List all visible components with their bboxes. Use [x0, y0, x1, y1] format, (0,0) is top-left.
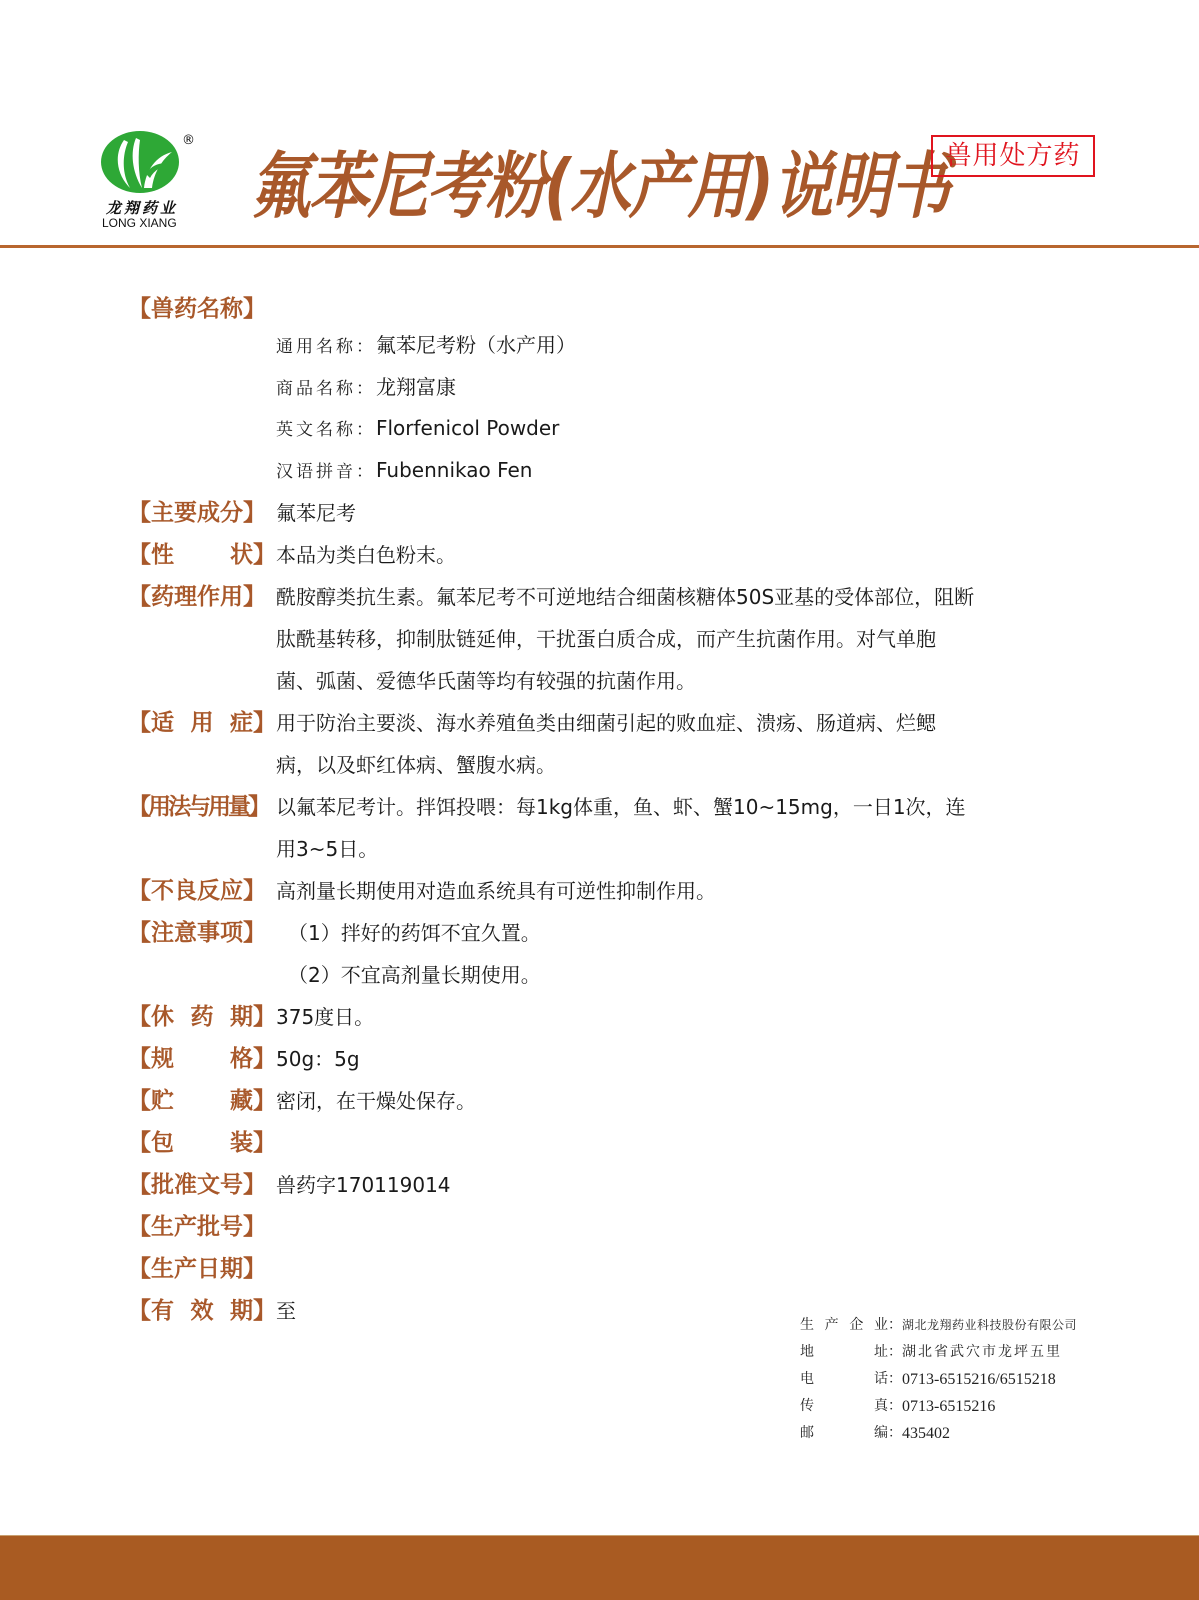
- section-label: 【 休 药 期 】: [128, 1004, 276, 1030]
- section-value: 至: [276, 1299, 296, 1323]
- section-storage: [128, 1080, 1078, 1122]
- document-header: [0, 0, 1199, 250]
- section-value: 密闭，在干燥处保存。: [276, 1089, 476, 1113]
- info-key: 电 话: [800, 1371, 888, 1387]
- section-label: 【 规 格 】: [128, 1046, 276, 1072]
- section-package: [128, 1122, 1078, 1164]
- registered-mark: ®: [182, 133, 195, 148]
- section-value: [276, 912, 1078, 996]
- section-label: 【 适 用 症 】: [128, 710, 276, 736]
- section-dosage: [128, 786, 1078, 870]
- section-value: 用于防治主要淡、海水养殖鱼类由细菌引起的败血症、溃疡、肠道病、烂鳃 病，以及虾红体病、蟹腹水病。: [276, 711, 936, 777]
- manufacturer-info: [800, 1312, 1100, 1447]
- section-value: 以氟苯尼考计。拌饵投喂：每1kg体重，鱼、虾、蟹10~15mg，一日1次，连 用3~5日。: [276, 795, 966, 861]
- section-value: 酰胺醇类抗生素。氟苯尼考不可逆地结合细菌核糖体50S亚基的受体部位，阻断 肽酰基转移，抑制肽链延伸，干扰蛋白质合成，而产生抗菌作用。对气单胞 菌、弧菌、爱德华氏菌等均有较强的抗菌作用。: [276, 585, 975, 693]
- section-indication: [128, 702, 1078, 786]
- section-label: 【 有 效 期 】: [128, 1298, 276, 1324]
- company-logo: [100, 130, 200, 230]
- section-value: 兽药字170119014: [276, 1173, 451, 1197]
- section-precautions: [128, 912, 1078, 996]
- manufacturer-fax: 传 真 ： 0713-6515216: [800, 1393, 1100, 1420]
- info-key: 邮 编: [800, 1425, 888, 1441]
- section-label: 【兽药名称】: [128, 296, 266, 322]
- precaution-item: （2）不宜高剂量长期使用。: [288, 963, 541, 987]
- section-label: 【药理作用】: [128, 584, 266, 610]
- section-batch: [128, 1206, 1078, 1248]
- section-label: 【生产批号】: [128, 1214, 266, 1240]
- section-value: 高剂量长期使用对造血系统具有可逆性抑制作用。: [276, 879, 716, 903]
- name-value: Fubennikao Fen: [376, 457, 533, 482]
- section-approval: [128, 1164, 1078, 1206]
- section-character: [128, 534, 1078, 576]
- info-key: 地 址: [800, 1344, 888, 1360]
- document-title: 氟苯尼考粉(水产用)说明书: [250, 144, 949, 228]
- section-vet-name: [128, 288, 1078, 330]
- section-value: 氟苯尼考: [276, 501, 356, 525]
- name-list: [128, 326, 1078, 492]
- name-key: 通用名称：: [276, 337, 376, 357]
- precaution-item: （1）拌好的药饵不宜久置。: [288, 921, 541, 945]
- name-row-generic: [276, 326, 1078, 368]
- section-label: 【 性 状 】: [128, 542, 276, 568]
- section-adverse: [128, 870, 1078, 912]
- info-value: 435402: [902, 1425, 950, 1442]
- section-label: 【生产日期】: [128, 1256, 266, 1282]
- leaf-logo-icon: [100, 130, 180, 198]
- prescription-badge: 兽用处方药: [931, 135, 1095, 177]
- section-withdrawal: [128, 996, 1078, 1038]
- section-ingredient: [128, 492, 1078, 534]
- info-key: 传 真: [800, 1398, 888, 1414]
- manufacturer-address: 地 址 ： 湖北省武穴市龙坪五里: [800, 1339, 1100, 1366]
- manufacturer-phone: 电 话 ： 0713-6515216/6515218: [800, 1366, 1100, 1393]
- section-label: 【注意事项】: [128, 920, 266, 946]
- manufacturer-company: 生 产 企 业 ： 湖北龙翔药业科技股份有限公司: [800, 1312, 1100, 1339]
- section-label: 【不良反应】: [128, 878, 266, 904]
- section-value: 375度日。: [276, 1005, 375, 1029]
- brand-name-cn: 龙翔药业: [106, 199, 179, 217]
- section-value: 本品为类白色粉末。: [276, 543, 456, 567]
- info-value: 湖北省武穴市龙坪五里: [902, 1344, 1062, 1360]
- name-row-pinyin: [276, 451, 1078, 493]
- name-row-trade: [276, 368, 1078, 410]
- name-key: 英文名称：: [276, 420, 376, 440]
- brand-name-en: LONG XIANG: [102, 216, 177, 230]
- info-key: 生 产 企 业: [800, 1317, 888, 1333]
- name-value: Florfenicol Powder: [376, 416, 560, 440]
- info-value: 0713-6515216/6515218: [902, 1371, 1056, 1388]
- section-label: 【 包 装 】: [128, 1130, 276, 1156]
- section-spec: [128, 1038, 1078, 1080]
- section-pharmacology: [128, 576, 1078, 702]
- section-mfg-date: [128, 1248, 1078, 1290]
- instruction-body: [128, 288, 1078, 1332]
- section-label: 【用法与用量】: [128, 794, 268, 820]
- name-value: 氟苯尼考粉（水产用）: [376, 333, 576, 357]
- section-label: 【 贮 藏 】: [128, 1088, 276, 1114]
- section-label: 【主要成分】: [128, 500, 266, 526]
- section-value: 50g：5g: [276, 1047, 360, 1071]
- name-key: 商品名称：: [276, 378, 376, 399]
- name-value: 龙翔富康: [376, 374, 456, 399]
- name-key: 汉语拼音：: [276, 461, 376, 482]
- footer-band: [0, 1535, 1199, 1600]
- manufacturer-postcode: 邮 编 ： 435402: [800, 1420, 1100, 1447]
- info-value: 0713-6515216: [902, 1398, 996, 1415]
- section-label: 【批准文号】: [128, 1172, 266, 1198]
- name-row-english: [276, 409, 1078, 451]
- info-value: 湖北龙翔药业科技股份有限公司: [902, 1318, 1078, 1332]
- header-divider: [0, 245, 1199, 248]
